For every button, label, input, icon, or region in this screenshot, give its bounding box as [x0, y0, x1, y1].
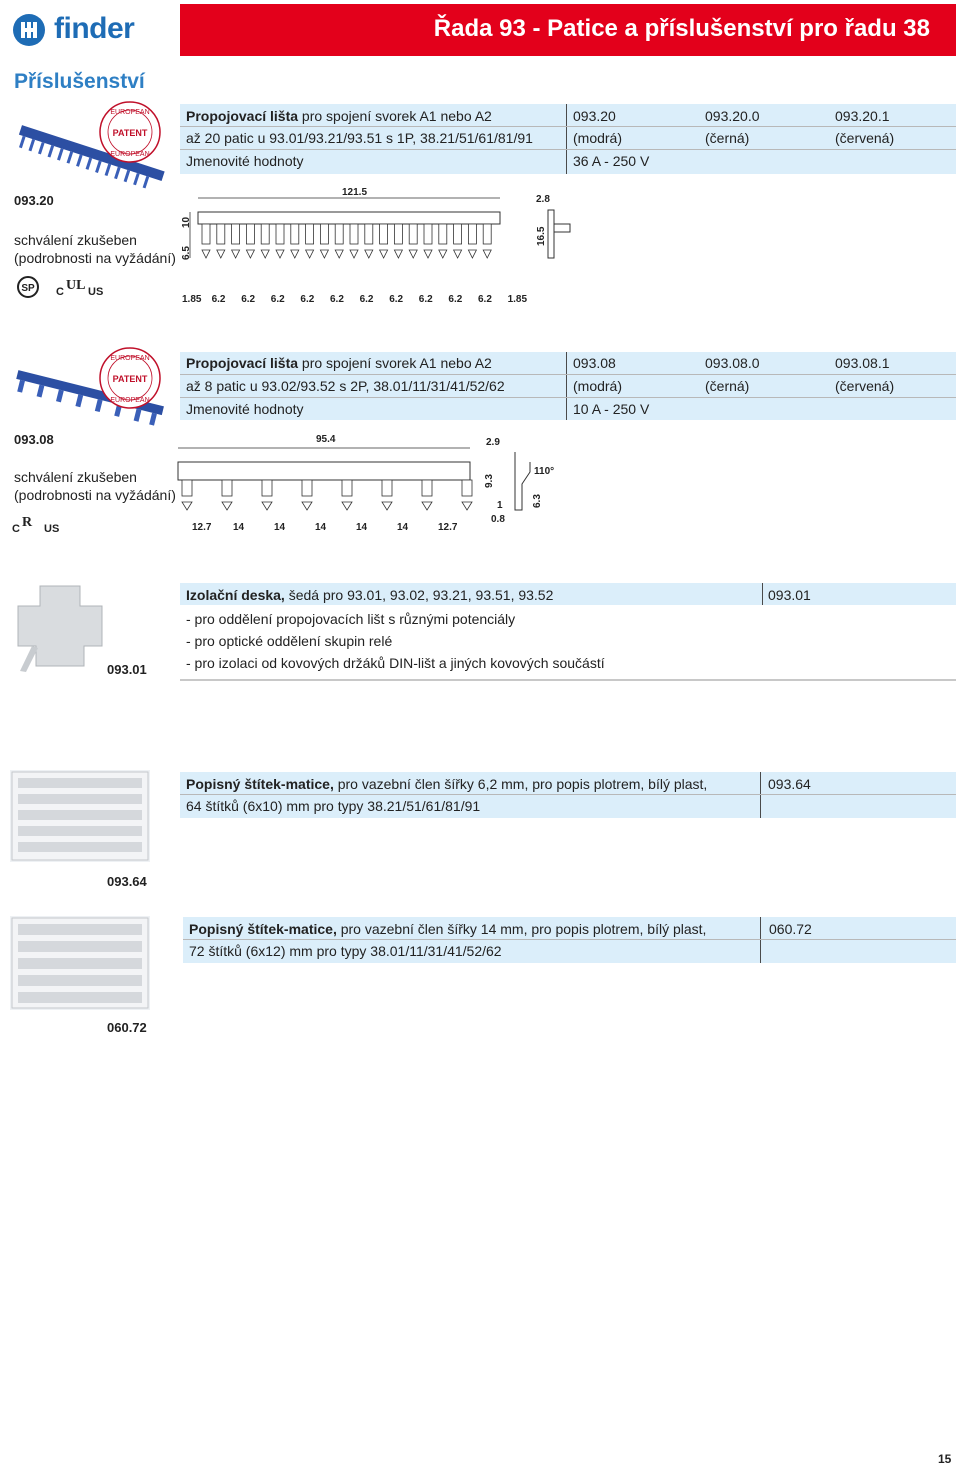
dim-angle: 110° — [534, 466, 555, 477]
product-code-060-72: 060.72 — [107, 1020, 147, 1035]
pin-arrow — [261, 250, 269, 258]
approval-note: (podrobnosti na vyžádání) — [14, 487, 176, 503]
terminal-pin — [222, 480, 232, 496]
terminal-pin — [335, 224, 343, 244]
rated-values-label: Jmenovité hodnoty — [186, 401, 304, 417]
pin-arrow — [217, 250, 225, 258]
ul-recognized-mark — [12, 512, 72, 536]
code-value: 093.01 — [768, 587, 811, 603]
svg-text:US: US — [88, 286, 104, 298]
terminal-pin — [394, 224, 402, 244]
section-title: Příslušenství — [14, 70, 145, 93]
pin-arrow — [382, 502, 392, 510]
pin-arrow — [222, 502, 232, 510]
dim-h1: 10 — [181, 216, 192, 228]
product-image-093-64 — [10, 770, 150, 862]
svg-text:C: C — [56, 286, 64, 298]
pitch-label: 14 — [233, 522, 245, 533]
terminal-pin — [454, 224, 462, 244]
approval-label: schválení zkušeben — [14, 469, 137, 485]
rated-values-label: Jmenovité hodnoty — [186, 153, 304, 169]
terminal-pin — [365, 224, 373, 244]
pitch-label: 6.2 — [448, 294, 463, 305]
pitch-label: 6.2 — [359, 294, 374, 305]
svg-text:US: US — [44, 523, 60, 535]
pitch-label: 1.85 — [182, 294, 202, 305]
pitch-label: 6.2 — [389, 294, 404, 305]
european-patent-seal — [98, 100, 162, 164]
pitch-label: 12.7 — [438, 522, 458, 533]
product-image-060-72 — [10, 916, 150, 1010]
pitch-label: 6.2 — [241, 294, 256, 305]
ur-icon: R — [22, 515, 33, 530]
pin-arrow — [380, 250, 388, 258]
finder-logo — [12, 10, 162, 50]
svg-text:C: C — [12, 523, 20, 535]
pitch-label: 6.2 — [418, 294, 433, 305]
color-blue: (modrá) — [573, 378, 623, 394]
pitch-label: 1.85 — [507, 294, 528, 305]
ul-icon: UL — [66, 278, 86, 293]
pin-arrow — [182, 502, 192, 510]
pin-arrow — [462, 502, 472, 510]
dim-h2: 6.5 — [181, 246, 192, 260]
terminal-pin — [262, 480, 272, 496]
pitch-label: 14 — [397, 522, 409, 533]
code-red: 093.08.1 — [835, 355, 890, 371]
pin-arrow — [454, 250, 462, 258]
code-value: 060.72 — [769, 921, 812, 937]
terminal-pin — [342, 480, 352, 496]
product-code-093-20: 093.20 — [14, 193, 54, 208]
svg-text:EUROPEAN: EUROPEAN — [110, 109, 150, 116]
rating-value: 36 A - 250 V — [573, 153, 650, 169]
dim-side-height: 16.5 — [536, 226, 547, 246]
color-blue: (modrá) — [573, 130, 623, 146]
pitch-label: 6.2 — [478, 294, 492, 305]
title-line: Izolační deska, šedá pro 93.01, 93.02, 93.21, 93.51, 93.52 — [186, 587, 554, 603]
pitch-label: 12.7 — [192, 522, 212, 533]
pitch-label: 14 — [356, 522, 368, 533]
european-patent-seal — [98, 346, 162, 410]
desc-line-1: Propojovací lišta pro spojení svorek A1 nebo A2 — [186, 108, 492, 124]
pitch-label: 6.2 — [330, 294, 344, 305]
dim-base: 0.8 — [491, 514, 505, 525]
product-code-093-01: 093.01 — [107, 662, 147, 677]
terminal-pin — [302, 480, 312, 496]
color-black: (černá) — [705, 378, 750, 394]
page-title: Řada 93 - Patice a příslušenství pro řadu 38 — [433, 15, 930, 42]
terminal-pin — [422, 480, 432, 496]
spec-table-060-72 — [183, 917, 956, 963]
rating-value: 10 A - 250 V — [573, 401, 650, 417]
product-code-093-64: 093.64 — [107, 874, 147, 889]
pitch-label: 14 — [274, 522, 286, 533]
svg-text:PATENT: PATENT — [112, 128, 148, 138]
pin-arrow — [483, 250, 491, 258]
bullet-2: - pro optické oddělení skupin relé — [186, 633, 393, 649]
terminal-pin — [276, 224, 284, 244]
finder-logo-icon — [12, 13, 46, 47]
code-black: 093.20.0 — [705, 108, 760, 124]
pin-arrow — [422, 502, 432, 510]
pin-arrow — [202, 250, 210, 258]
approval-note: (podrobnosti na vyžádání) — [14, 250, 176, 266]
code-blue: 093.08 — [573, 355, 616, 371]
brand-name: finder — [54, 12, 135, 45]
pin-arrow — [439, 250, 447, 258]
terminal-pin — [217, 224, 225, 244]
spec-table-093-64 — [180, 772, 956, 818]
bullet-1: - pro oddělení propojovacích lišt s různými potenciály — [186, 611, 516, 627]
dim-height-2: 6.3 — [532, 494, 543, 508]
dim-length: 121.5 — [342, 187, 368, 198]
desc-line-2: až 8 patic u 93.02/93.52 s 2P, 38.01/11/31/41/52/62 — [186, 378, 505, 394]
terminal-pin — [382, 480, 392, 496]
terminal-pin — [246, 224, 254, 244]
table-divider — [566, 104, 567, 174]
dim-one: 1 — [497, 500, 503, 511]
desc-line-2: 72 štítků (6x12) mm pro typy 38.01/11/31/41/52/62 — [189, 943, 502, 959]
terminal-pin — [306, 224, 314, 244]
terminal-pin — [202, 224, 210, 244]
desc-line-2: až 20 patic u 93.01/93.21/93.51 s 1P, 38.21/51/61/81/91 — [186, 130, 533, 146]
terminal-pin — [380, 224, 388, 244]
pin-arrow — [365, 250, 373, 258]
pin-arrow — [409, 250, 417, 258]
terminal-pin — [483, 224, 491, 244]
dim-thickness: 2.9 — [486, 437, 500, 448]
terminal-pin — [291, 224, 299, 244]
pin-arrow — [335, 250, 343, 258]
dimension-drawing-093-08 — [170, 428, 570, 538]
dim-thickness: 2.8 — [536, 194, 550, 205]
pitch-label: 6.2 — [300, 294, 315, 305]
table-divider — [566, 352, 567, 420]
title-banner — [180, 4, 956, 56]
pin-arrow — [246, 250, 254, 258]
terminal-pin — [232, 224, 240, 244]
certification-marks — [16, 275, 126, 303]
dimension-drawing-093-20 — [170, 180, 590, 315]
product-image-093-01 — [10, 576, 110, 676]
pin-arrow — [276, 250, 284, 258]
approval-label: schválení zkušeben — [14, 232, 137, 248]
svg-text:EUROPEAN: EUROPEAN — [110, 355, 150, 362]
pin-arrow — [262, 502, 272, 510]
pin-arrow — [320, 250, 328, 258]
color-red: (červená) — [835, 378, 895, 394]
spec-table-093-08 — [180, 352, 956, 420]
svg-text:EUROPEAN: EUROPEAN — [110, 397, 150, 404]
pin-arrow — [424, 250, 432, 258]
code-red: 093.20.1 — [835, 108, 890, 124]
terminal-pin — [439, 224, 447, 244]
page-number: 15 — [938, 1452, 952, 1466]
svg-text:SP: SP — [21, 283, 35, 294]
code-black: 093.08.0 — [705, 355, 760, 371]
pin-arrow — [306, 250, 314, 258]
terminal-pin — [424, 224, 432, 244]
terminal-pin — [182, 480, 192, 496]
terminal-pin — [409, 224, 417, 244]
terminal-pin — [462, 480, 472, 496]
title-line: Popisný štítek-matice, pro vazební člen šířky 14 mm, pro popis plotrem, bílý plast, — [189, 921, 707, 937]
desc-line-2: 64 štítků (6x10) mm pro typy 38.21/51/61/81/91 — [186, 798, 481, 814]
code-blue: 093.20 — [573, 108, 616, 124]
terminal-pin — [320, 224, 328, 244]
pin-arrow — [394, 250, 402, 258]
pitch-label: 6.2 — [270, 294, 285, 305]
spec-table-093-20 — [180, 104, 956, 174]
pin-arrow — [350, 250, 358, 258]
color-black: (černá) — [705, 130, 750, 146]
svg-text:EUROPEAN: EUROPEAN — [110, 151, 150, 158]
pin-arrow — [342, 502, 352, 510]
bullet-3: - pro izolaci od kovových držáků DIN-lišt a jiných kovových součástí — [186, 655, 605, 671]
spec-table-093-01 — [180, 583, 956, 683]
title-line: Popisný štítek-matice, pro vazební člen šířky 6,2 mm, pro popis plotrem, bílý plast, — [186, 776, 708, 792]
pitch-label: 6.2 — [211, 294, 226, 305]
pitch-label: 14 — [315, 522, 327, 533]
pin-arrow — [232, 250, 240, 258]
color-red: (červená) — [835, 130, 895, 146]
svg-text:PATENT: PATENT — [112, 374, 148, 384]
product-code-093-08: 093.08 — [14, 432, 54, 447]
terminal-pin — [350, 224, 358, 244]
dim-length: 95.4 — [316, 434, 336, 445]
terminal-pin — [468, 224, 476, 244]
code-value: 093.64 — [768, 776, 811, 792]
pin-arrow — [468, 250, 476, 258]
pin-arrow — [291, 250, 299, 258]
desc-line-1: Propojovací lišta pro spojení svorek A1 nebo A2 — [186, 355, 492, 371]
dim-height: 9.3 — [484, 474, 495, 488]
pin-arrow — [302, 502, 312, 510]
terminal-pin — [261, 224, 269, 244]
